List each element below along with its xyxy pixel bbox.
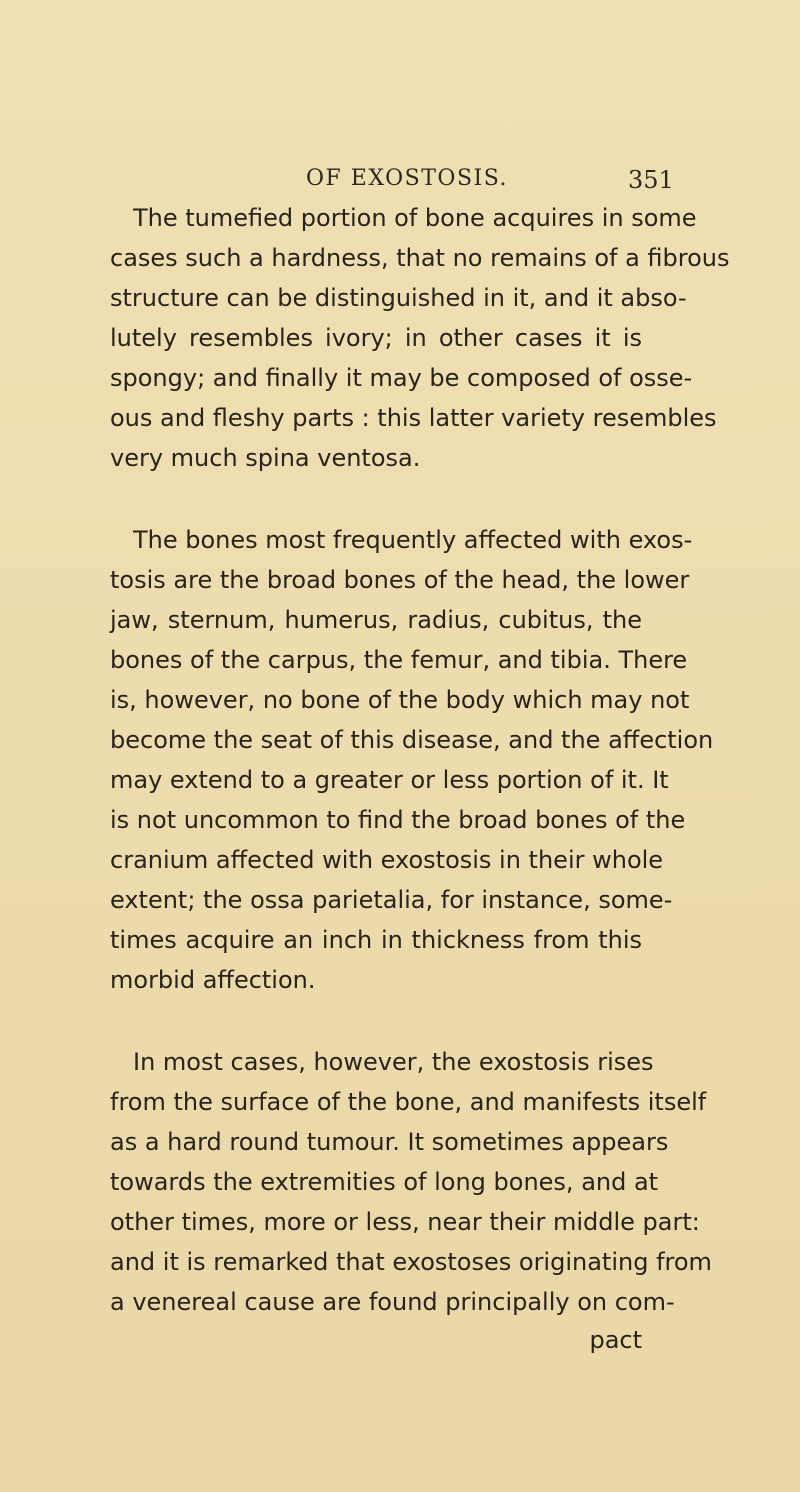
text-line: cases such a hardness, that no remains of a fibrous (110, 244, 730, 272)
text-line: jaw, sternum, humerus, radius, cubitus, the (110, 606, 642, 634)
text-line: other times, more or less, near their middle part: (110, 1208, 700, 1236)
running-head: OF EXOSTOSIS. (306, 166, 508, 191)
text-line: become the seat of this disease, and the affection (110, 726, 714, 754)
text-line: is, however, no bone of the body which may not (110, 686, 690, 714)
text-line: The tumefied portion of bone acquires in some (133, 204, 697, 232)
text-line: spongy; and finally it may be composed of osse- (110, 364, 693, 392)
text-line: is not uncommon to find the broad bones of the (110, 806, 686, 834)
text-line: ous and fleshy parts : this latter variety resembles (110, 404, 717, 432)
text-line: bones of the carpus, the femur, and tibia. There (110, 646, 688, 674)
text-line: cranium affected with exostosis in their whole (110, 846, 664, 874)
text-line: times acquire an inch in thickness from this (110, 926, 642, 954)
text-line: and it is remarked that exostoses originating from (110, 1248, 712, 1276)
text-line: from the surface of the bone, and manifests itself (110, 1088, 707, 1116)
text-line: In most cases, however, the exostosis rises (133, 1048, 654, 1076)
text-line: very much spina ventosa. (110, 444, 421, 472)
text-line: as a hard round tumour. It sometimes appears (110, 1128, 669, 1156)
text-line: morbid affection. (110, 966, 316, 994)
text-line: extent; the ossa parietalia, for instance, some- (110, 886, 673, 914)
text-line: structure can be distinguished in it, and it abso- (110, 284, 687, 312)
text-line: The bones most frequently affected with exos- (133, 526, 693, 554)
page-number: 351 (628, 166, 674, 194)
text-line: a venereal cause are found principally on com- (110, 1288, 675, 1316)
text-line: towards the extremities of long bones, and at (110, 1168, 659, 1196)
text-line: lutely resembles ivory; in other cases it is (110, 324, 642, 352)
text-line: may extend to a greater or less portion of it. It (110, 766, 669, 794)
text-line: tosis are the broad bones of the head, the lower (110, 566, 690, 594)
catchword: pact (589, 1326, 642, 1354)
page-header (0, 166, 800, 200)
